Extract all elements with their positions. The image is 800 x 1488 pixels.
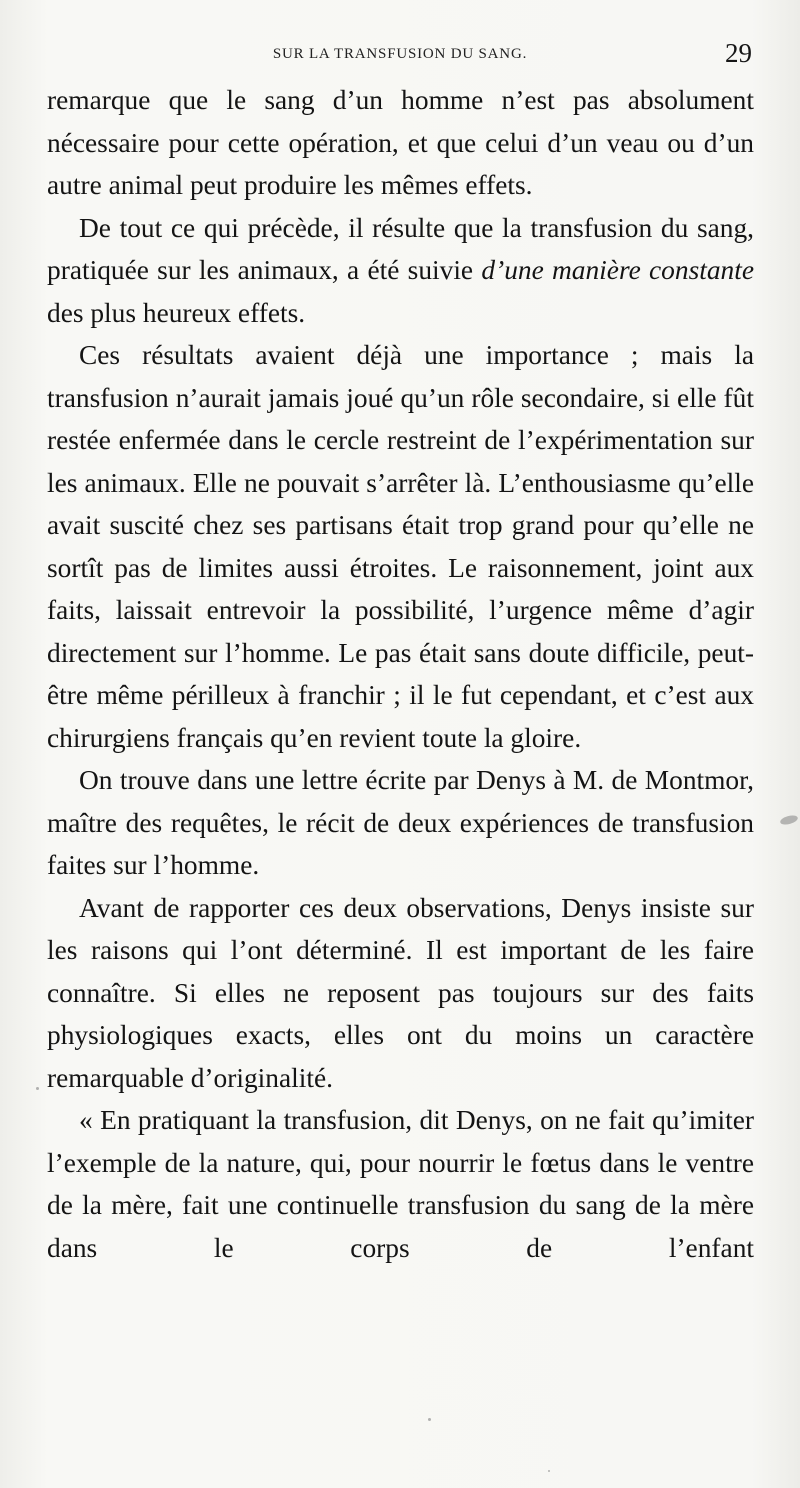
- paragraph-quote: « En pratiquant la transfusion, dit Denys, on ne fait qu’imiter l’exemple de la nature, qui, pour nourrir le fœtus dans le ventre de la mère, fait une continuelle transfusion du sang de la mère dans le corps de l’enfant: [47, 1105, 754, 1263]
- paragraph-text: des plus heureux effets.: [47, 297, 306, 328]
- paragraph: Avant de rapporter ces deux observations, Denys insiste sur les raisons qui l’ont déterminé. Il est important de les faire connaître. Si elles ne reposent pas toujours sur des faits physiologiques exacts, elles ont du moins un caractère remarquable d’originalité.: [47, 892, 754, 1093]
- running-header: [48, 38, 752, 74]
- page-number: 29: [725, 38, 752, 68]
- paper-speck: [36, 1087, 39, 1090]
- paper-speck: [548, 1470, 550, 1472]
- paragraph-text: De tout ce qui précède, il résulte que la transfusion du sang, pratiquée sur les animaux, a été suivie: [47, 212, 754, 285]
- paragraph: On trouve dans une lettre écrite par Denys à M. de Montmor, maître des requêtes, le récit de deux expériences de transfusion faites sur l’homme.: [47, 765, 754, 880]
- body-text: [47, 79, 754, 1269]
- margin-ink-mark: [779, 814, 798, 826]
- paragraph: Ces résultats avaient déjà une importance ; mais la transfusion n’aurait jamais joué qu’un rôle secondaire, si elle fût restée enfermée dans le cercle restreint de l’expérimentation sur les animaux. Elle ne pouvait s’arrêter là. L’enthousiasme qu’elle avait suscité chez ses partisans était trop grand pour qu’elle ne sortît pas de limites aussi étroites. Le raisonnement, joint aux faits, laissait entrevoir la possibilité, l’urgence même d’agir directement sur l’homme. Le pas était sans doute difficile, peut-être même périlleux à franchir ; il le fut cependant, et c’est aux chirurgiens français qu’en revient toute la gloire.: [47, 340, 754, 753]
- paper-speck: [428, 1418, 431, 1421]
- emphasis-text: d’une manière constante: [481, 255, 754, 285]
- paragraph: [47, 207, 754, 335]
- running-title: SUR LA TRANSFUSION DU SANG.: [272, 46, 528, 62]
- paragraph-continued: remarque que le sang d’un homme n’est pas absolument nécessaire pour cette opération, et que celui d’un veau ou d’un autre animal peut produire les mêmes effets.: [47, 85, 754, 200]
